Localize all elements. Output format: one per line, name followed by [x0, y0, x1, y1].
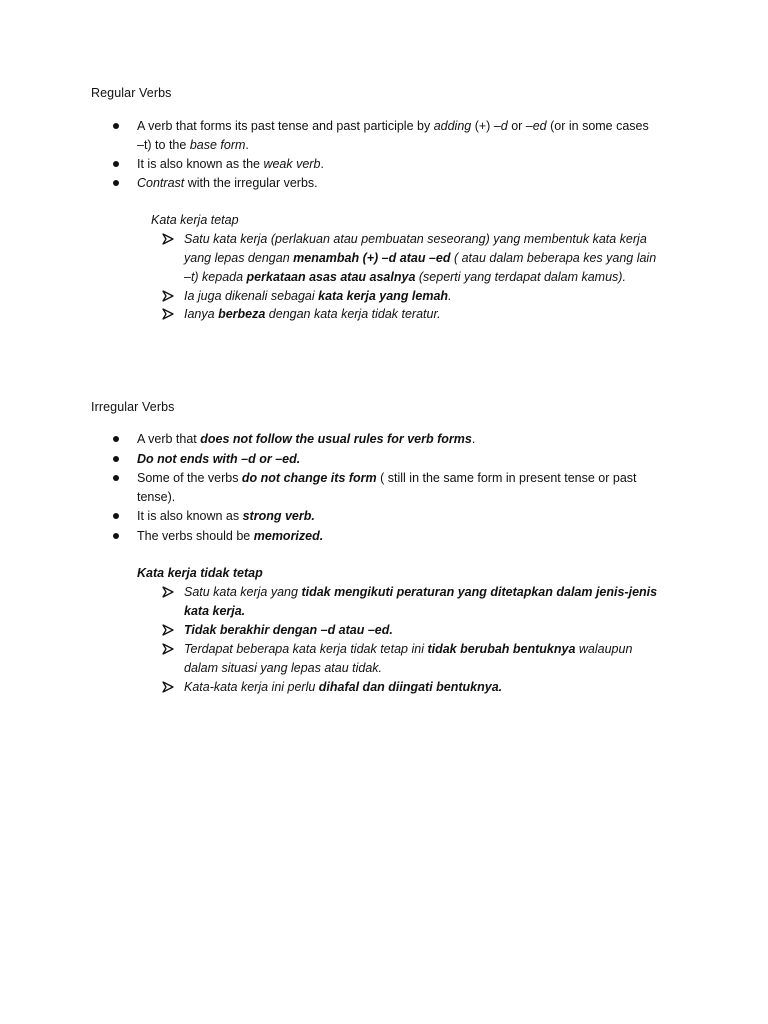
bullet-item-line	[137, 451, 300, 467]
text-run: berbeza	[218, 307, 266, 321]
bullet-item-line	[137, 118, 649, 134]
text-run: dalam situasi yang lepas atau tidak.	[184, 661, 383, 675]
bullet-item-line	[137, 156, 324, 172]
text-run: .	[320, 157, 324, 171]
bullet-item-line	[137, 470, 637, 486]
text-run: Do not ends with –d or –ed.	[137, 452, 301, 466]
text-run: Some of the verbs	[137, 471, 242, 485]
sub-item-line	[184, 269, 626, 285]
bullet-dot-icon	[113, 436, 119, 442]
text-run: Satu kata kerja (perlakuan atau pembuatan seseorang) yang membentuk kata kerja	[184, 232, 647, 246]
text-run: do not change its form	[241, 471, 377, 485]
sub-item-line	[184, 231, 647, 247]
irregular-sub-heading: Kata kerja tidak tetap	[137, 566, 263, 580]
text-run: ( atau dalam beberapa kes yang lain	[450, 251, 657, 265]
arrow-bullet-icon	[162, 308, 174, 320]
text-run: –t) kepada	[184, 270, 247, 284]
bullet-dot-icon	[113, 533, 119, 539]
arrow-bullet-icon	[162, 624, 174, 636]
text-run: Contrast	[137, 176, 185, 190]
text-run: .	[471, 432, 476, 446]
sub-item-line	[184, 288, 452, 304]
text-run: (+)	[471, 119, 494, 133]
arrow-bullet-icon	[162, 643, 174, 655]
sub-item-line	[184, 622, 393, 638]
bullet-item-line	[137, 137, 249, 153]
text-run: or	[507, 119, 526, 133]
text-run: –ed	[525, 119, 547, 133]
sub-item-line	[184, 584, 657, 600]
text-run: It is also known as	[137, 509, 243, 523]
irregular-verbs-heading: Irregular Verbs	[91, 400, 175, 414]
text-run: adding	[433, 119, 472, 133]
bullet-item-line	[137, 489, 175, 505]
regular-verbs-heading: Regular Verbs	[91, 86, 172, 100]
text-run: Ianya	[184, 307, 219, 321]
arrow-bullet-icon	[162, 586, 174, 598]
text-run: does not follow the usual rules for verb forms	[200, 432, 472, 446]
bullet-dot-icon	[113, 456, 119, 462]
bullet-dot-icon	[113, 161, 119, 167]
text-run: menambah (+) –d atau –ed	[293, 251, 451, 265]
text-run: Ia juga dikenali sebagai	[184, 289, 319, 303]
text-run: tidak berubah bentuknya	[427, 642, 576, 656]
text-run: Tidak berakhir dengan –d atau –ed.	[184, 623, 393, 637]
sub-item-line	[184, 660, 382, 676]
arrow-bullet-icon	[162, 290, 174, 302]
text-run: dengan kata kerja tidak teratur.	[265, 307, 441, 321]
text-run: –t) to the	[137, 138, 190, 152]
regular-sub-heading: Kata kerja tetap	[151, 213, 239, 227]
text-run: kata kerja.	[184, 604, 246, 618]
text-run: yang lepas dengan	[184, 251, 294, 265]
sub-item-line	[184, 679, 502, 695]
sub-item-line	[184, 603, 245, 619]
bullet-item-line	[137, 528, 323, 544]
text-run: (or in some cases	[546, 119, 649, 133]
sub-item-line	[184, 306, 441, 322]
text-run: kata kerja yang lemah	[318, 289, 449, 303]
sub-item-line	[184, 641, 632, 657]
bullet-dot-icon	[113, 475, 119, 481]
arrow-bullet-icon	[162, 681, 174, 693]
text-run: It is also known as the	[137, 157, 264, 171]
bullet-dot-icon	[113, 123, 119, 129]
text-run: The verbs should be	[137, 529, 254, 543]
text-run: Kata-kata kerja ini perlu	[184, 680, 319, 694]
text-run: .	[448, 289, 452, 303]
text-run: tense).	[137, 490, 176, 504]
text-run: base form	[189, 138, 246, 152]
sub-item-line	[184, 250, 656, 266]
bullet-item-line	[137, 175, 318, 191]
text-run: –d	[493, 119, 508, 133]
text-run: perkataan asas atau asalnya	[246, 270, 416, 284]
text-run: strong verb.	[242, 509, 315, 523]
text-run: .	[245, 138, 249, 152]
text-run: A verb that forms its past tense and past participle by	[137, 119, 434, 133]
arrow-bullet-icon	[162, 233, 174, 245]
text-run: ( still in the same form in present tense or past	[376, 471, 637, 485]
text-run: Terdapat beberapa kata kerja tidak tetap ini	[184, 642, 428, 656]
bullet-dot-icon	[113, 513, 119, 519]
text-run: walaupun	[575, 642, 633, 656]
text-run: dihafal dan diingati bentuknya.	[318, 680, 503, 694]
text-run: weak verb	[263, 157, 321, 171]
text-run: tidak mengikuti peraturan yang ditetapkan dalam jenis-jenis	[301, 585, 658, 599]
bullet-item-line	[137, 508, 315, 524]
bullet-dot-icon	[113, 180, 119, 186]
text-run: memorized.	[253, 529, 324, 543]
text-run: (seperti yang terdapat dalam kamus).	[415, 270, 626, 284]
bullet-item-line	[137, 431, 475, 447]
text-run: Satu kata kerja yang	[184, 585, 302, 599]
text-run: with the irregular verbs.	[184, 176, 318, 190]
text-run: A verb that	[137, 432, 201, 446]
